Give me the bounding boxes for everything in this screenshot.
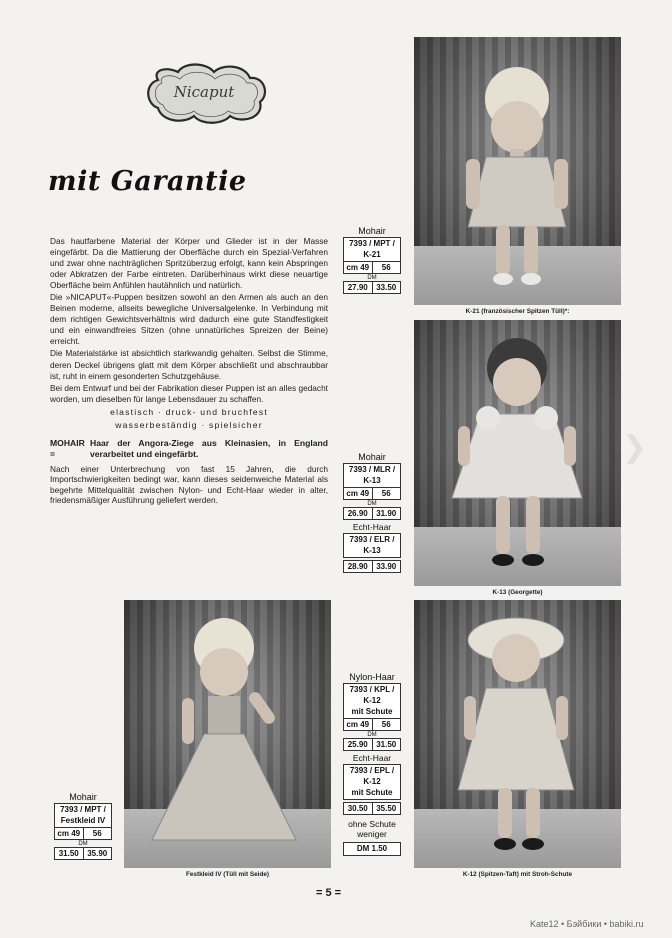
doll-caption: Festkleid IV (Tüll mit Seide) [185,871,270,878]
tag-sub-material: Echt-Haar [352,753,392,763]
doll-photo-k12 [414,600,621,868]
tag-sub-material: Echt-Haar [352,522,392,532]
body-text [50,236,328,506]
tag-note: ohne Schute [348,819,396,829]
doll-caption: K-12 (Spitzen-Taft) mit Stroh-Schute [462,871,573,878]
tag-price: 27.90 [347,283,368,292]
tag-price: 25.90 [347,740,368,749]
headline: mit Garantie [48,166,247,197]
tag-price: 35.50 [372,803,401,814]
tag-code: 7393 / EPL / [349,766,395,775]
tag-code: 7393 / ELR / [349,535,395,544]
tag-height: cm 49 [346,263,370,272]
price-tag-festkleid [54,792,112,860]
tag-code: mit Schute [351,788,393,797]
tag-price: 31.90 [372,508,401,519]
tag-size: 56 [372,719,401,730]
tag-price: DM 1.50 [356,844,388,853]
tag-currency: DM [78,841,88,847]
tag-code: K-12 [363,696,381,705]
tag-price: 35.90 [83,848,112,859]
tag-material: Mohair [358,452,386,462]
tag-currency: DM [367,275,377,281]
tag-currency: DM [367,501,377,507]
price-tag-k12 [343,672,401,856]
tag-size: 56 [83,828,112,839]
tag-code: 7393 / MPT / [349,239,395,248]
doll-photo-k13 [414,320,621,586]
tag-note: weniger [357,829,387,839]
tag-price: 33.50 [372,282,401,293]
note-paragraph: Nach einer Unterbrechung von fast 15 Jahren, die durch Importschwierigkeiten bedingt war, kann dieses seidenweiche Material als begehrte Mittelqualität zwischen Nylon- und Echt-Haar wieder in alter, friedensmäßiger Ausführung geliefert werden. [50,463,328,506]
tag-material: Mohair [69,792,97,802]
tag-code: mit Schute [351,707,393,716]
definition-text: Haar der Angora-Ziege aus Kleinasien, in England verarbeitet und eingefärbt. [90,437,328,459]
paragraph: Bei dem Entwurf und bei der Fabrikation dieser Puppen ist an alles gedacht worden, um dieselben für lange Lebensdauer zu schaffen. [50,382,328,404]
tag-size: 56 [372,488,401,499]
tag-price: 31.50 [372,739,401,750]
price-tag-k21 [343,226,401,294]
doll-caption: K-21 (französischer Spitzen Tüll)*: [465,308,570,315]
paragraph: Die Materialstärke ist absichtlich starkwandig gehalten. Selbst die Stimme, deren Deckel übrigens glatt mit dem Körper abschließt und abschraubbar ist, ruht in einem gesonderten Schutzgehäuse. [50,348,328,381]
price-tag-k13 [343,452,401,573]
tag-code: 7393 / KPL / [349,685,395,694]
doll-photo-k21 [414,37,621,305]
tag-height: cm 49 [346,720,370,729]
definition-term: MOHAIR = [50,437,85,459]
paragraph: Das hautfarbene Material der Körper und Glieder ist in der Masse eingefärbt. Da die Mattierung der Oberfläche durch ein Spezial-Verfahren und zwar ohne nachträglichen Spritzüberzug erfolgt, kann kein Abspringen oder Abkratzen der Farbe eintreten. Darüberhinaus wirkt diese neuartige Oberfläche beim Anfühlen hautähnlich und natürlich. [50,236,328,291]
doll-photo-festkleid [124,600,331,868]
tag-code: K-21 [363,250,381,259]
tag-code: 7393 / MPT / [60,805,106,814]
logo-text: Nicaput [173,83,235,101]
doll-caption: K-13 (Georgette) [492,589,543,596]
tag-price: 31.50 [58,849,79,858]
tag-height: cm 49 [346,489,370,498]
tag-code: K-12 [363,777,381,786]
tag-code: 7393 / MLR / [348,465,396,474]
tag-currency: DM [367,732,377,738]
tag-price: 26.90 [347,509,368,518]
tag-code: K-13 [363,476,381,485]
tag-height: cm 49 [57,829,81,838]
tag-material: Mohair [358,226,386,236]
tag-price: 33.90 [372,561,401,572]
properties-line: wasserbeständig · spielsicher [115,419,263,430]
tag-material: Nylon-Haar [349,672,395,682]
tag-size: 56 [372,262,401,273]
chevron-right-icon[interactable]: ❯ [622,431,648,464]
tag-code: K-13 [363,546,381,555]
page-number: = 5 = [316,887,342,899]
paragraph: Die »NICAPUT«-Puppen besitzen sowohl an den Armen als auch an den Beinen moderne, allseits bewegliche Universalgelenke. In Verbindung mit dem richtigen Gewichtsverhältnis wird dadurch eine gute Standfestigkeit und ein einwandfreies Sitzen (ohne unnatürliches Spreizen der Beine) erreicht. [50,292,328,347]
mohair-definition [50,438,328,460]
properties-line: elastisch · druck- und bruchfest [110,406,268,417]
tag-price: 28.90 [347,562,368,571]
tag-code: Festkleid IV [60,816,106,825]
tag-without-hat [343,819,401,839]
tag-price: 30.50 [347,804,368,813]
watermark: Kate12 • Бэйбики • babiki.ru [530,919,644,929]
